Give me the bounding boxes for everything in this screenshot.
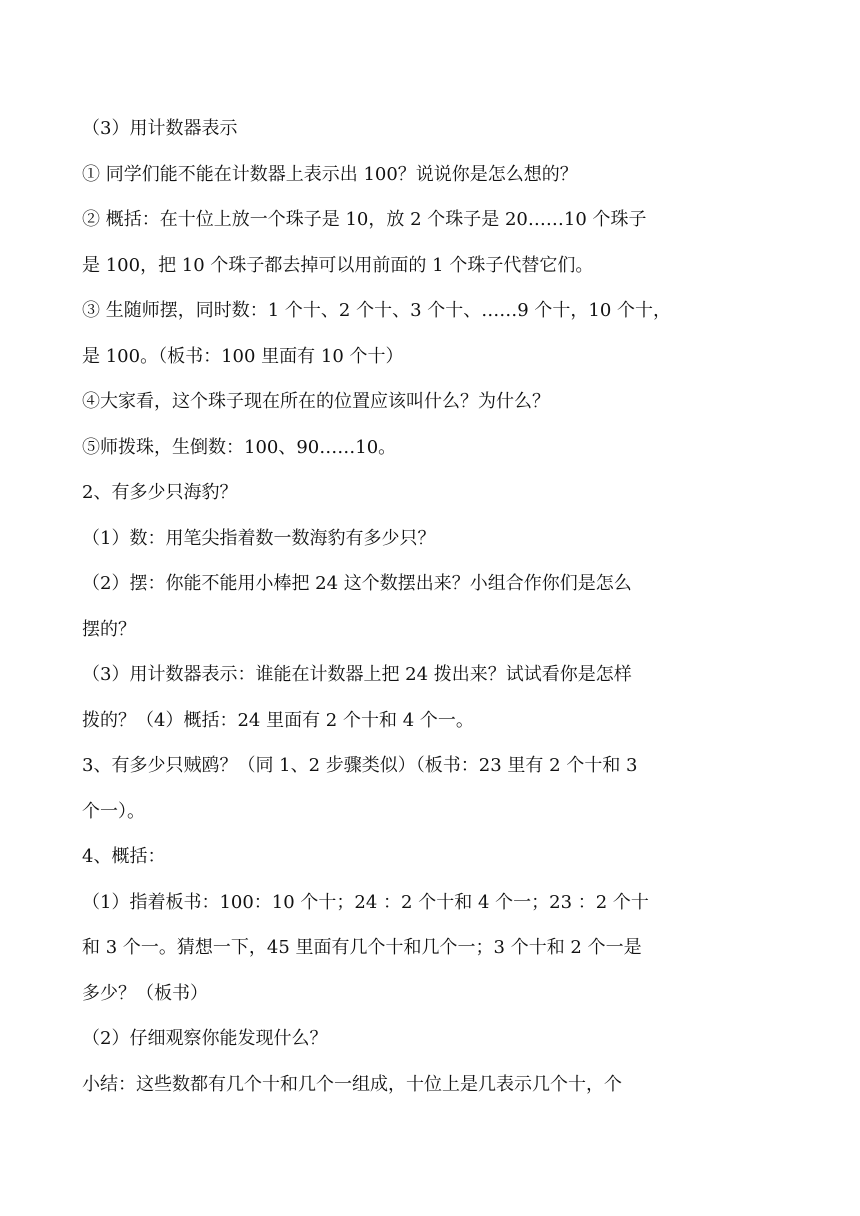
heading-counter: （3）用计数器表示 <box>82 118 238 139</box>
paragraph-line: （2）摆：你能不能用小棒把 24 这个数摆出来？小组合作你们是怎么 <box>82 573 632 594</box>
paragraph-line: ① 同学们能不能在计数器上表示出 100？说说你是怎么想的？ <box>82 163 578 185</box>
summary-line: 小结：这些数都有几个十和几个一组成，十位上是几表示几个十，个 <box>82 1073 622 1095</box>
section-heading: 2、有多少只海豹？ <box>82 482 238 503</box>
paragraph-line: 摆的？ <box>82 618 136 640</box>
section-heading: 3、有多少只贼鸥？（同 1、2 步骤类似）（板书：23 里有 2 个十和 3 <box>82 755 638 776</box>
paragraph-line: 拨的？（4）概括：24 里面有 2 个十和 4 个一。 <box>82 709 474 731</box>
paragraph-line: （2）仔细观察你能发现什么？ <box>82 1028 328 1049</box>
paragraph-line: ④大家看，这个珠子现在所在的位置应该叫什么？为什么？ <box>82 391 550 412</box>
paragraph-line: 和 3 个一。猜想一下，45 里面有几个十和几个一；3 个十和 2 个一是 <box>82 937 642 958</box>
paragraph-line: ③ 生随师摆，同时数：1 个十、2 个十、3 个十、……9 个十，10 个十， <box>82 300 672 321</box>
paragraph-line: （1）数：用笔尖指着数一数海豹有多少只？ <box>82 527 436 549</box>
paragraph-line: 是 100。（板书：100 里面有 10 个十） <box>82 345 404 367</box>
paragraph-line: ⑤师拨珠，生倒数：100、90……10。 <box>82 436 397 458</box>
paragraph-line: 是 100，把 10 个珠子都去掉可以用前面的 1 个珠子代替它们。 <box>82 254 594 276</box>
document-body <box>82 106 722 1107</box>
paragraph-line: 多少？（板书） <box>82 982 208 1004</box>
paragraph-line: （1）指着板书：100：10 个十；24 ：2 个十和 4 个一；23 ：2 个十 <box>82 891 649 913</box>
paragraph-line: 个一）。 <box>82 800 145 822</box>
section-heading: 4、概括： <box>82 846 166 867</box>
paragraph-line: ② 概括：在十位上放一个珠子是 10，放 2 个珠子是 20……10 个珠子 <box>82 209 647 230</box>
paragraph-line: （3）用计数器表示：谁能在计数器上把 24 拨出来？试试看你是怎样 <box>82 664 632 685</box>
